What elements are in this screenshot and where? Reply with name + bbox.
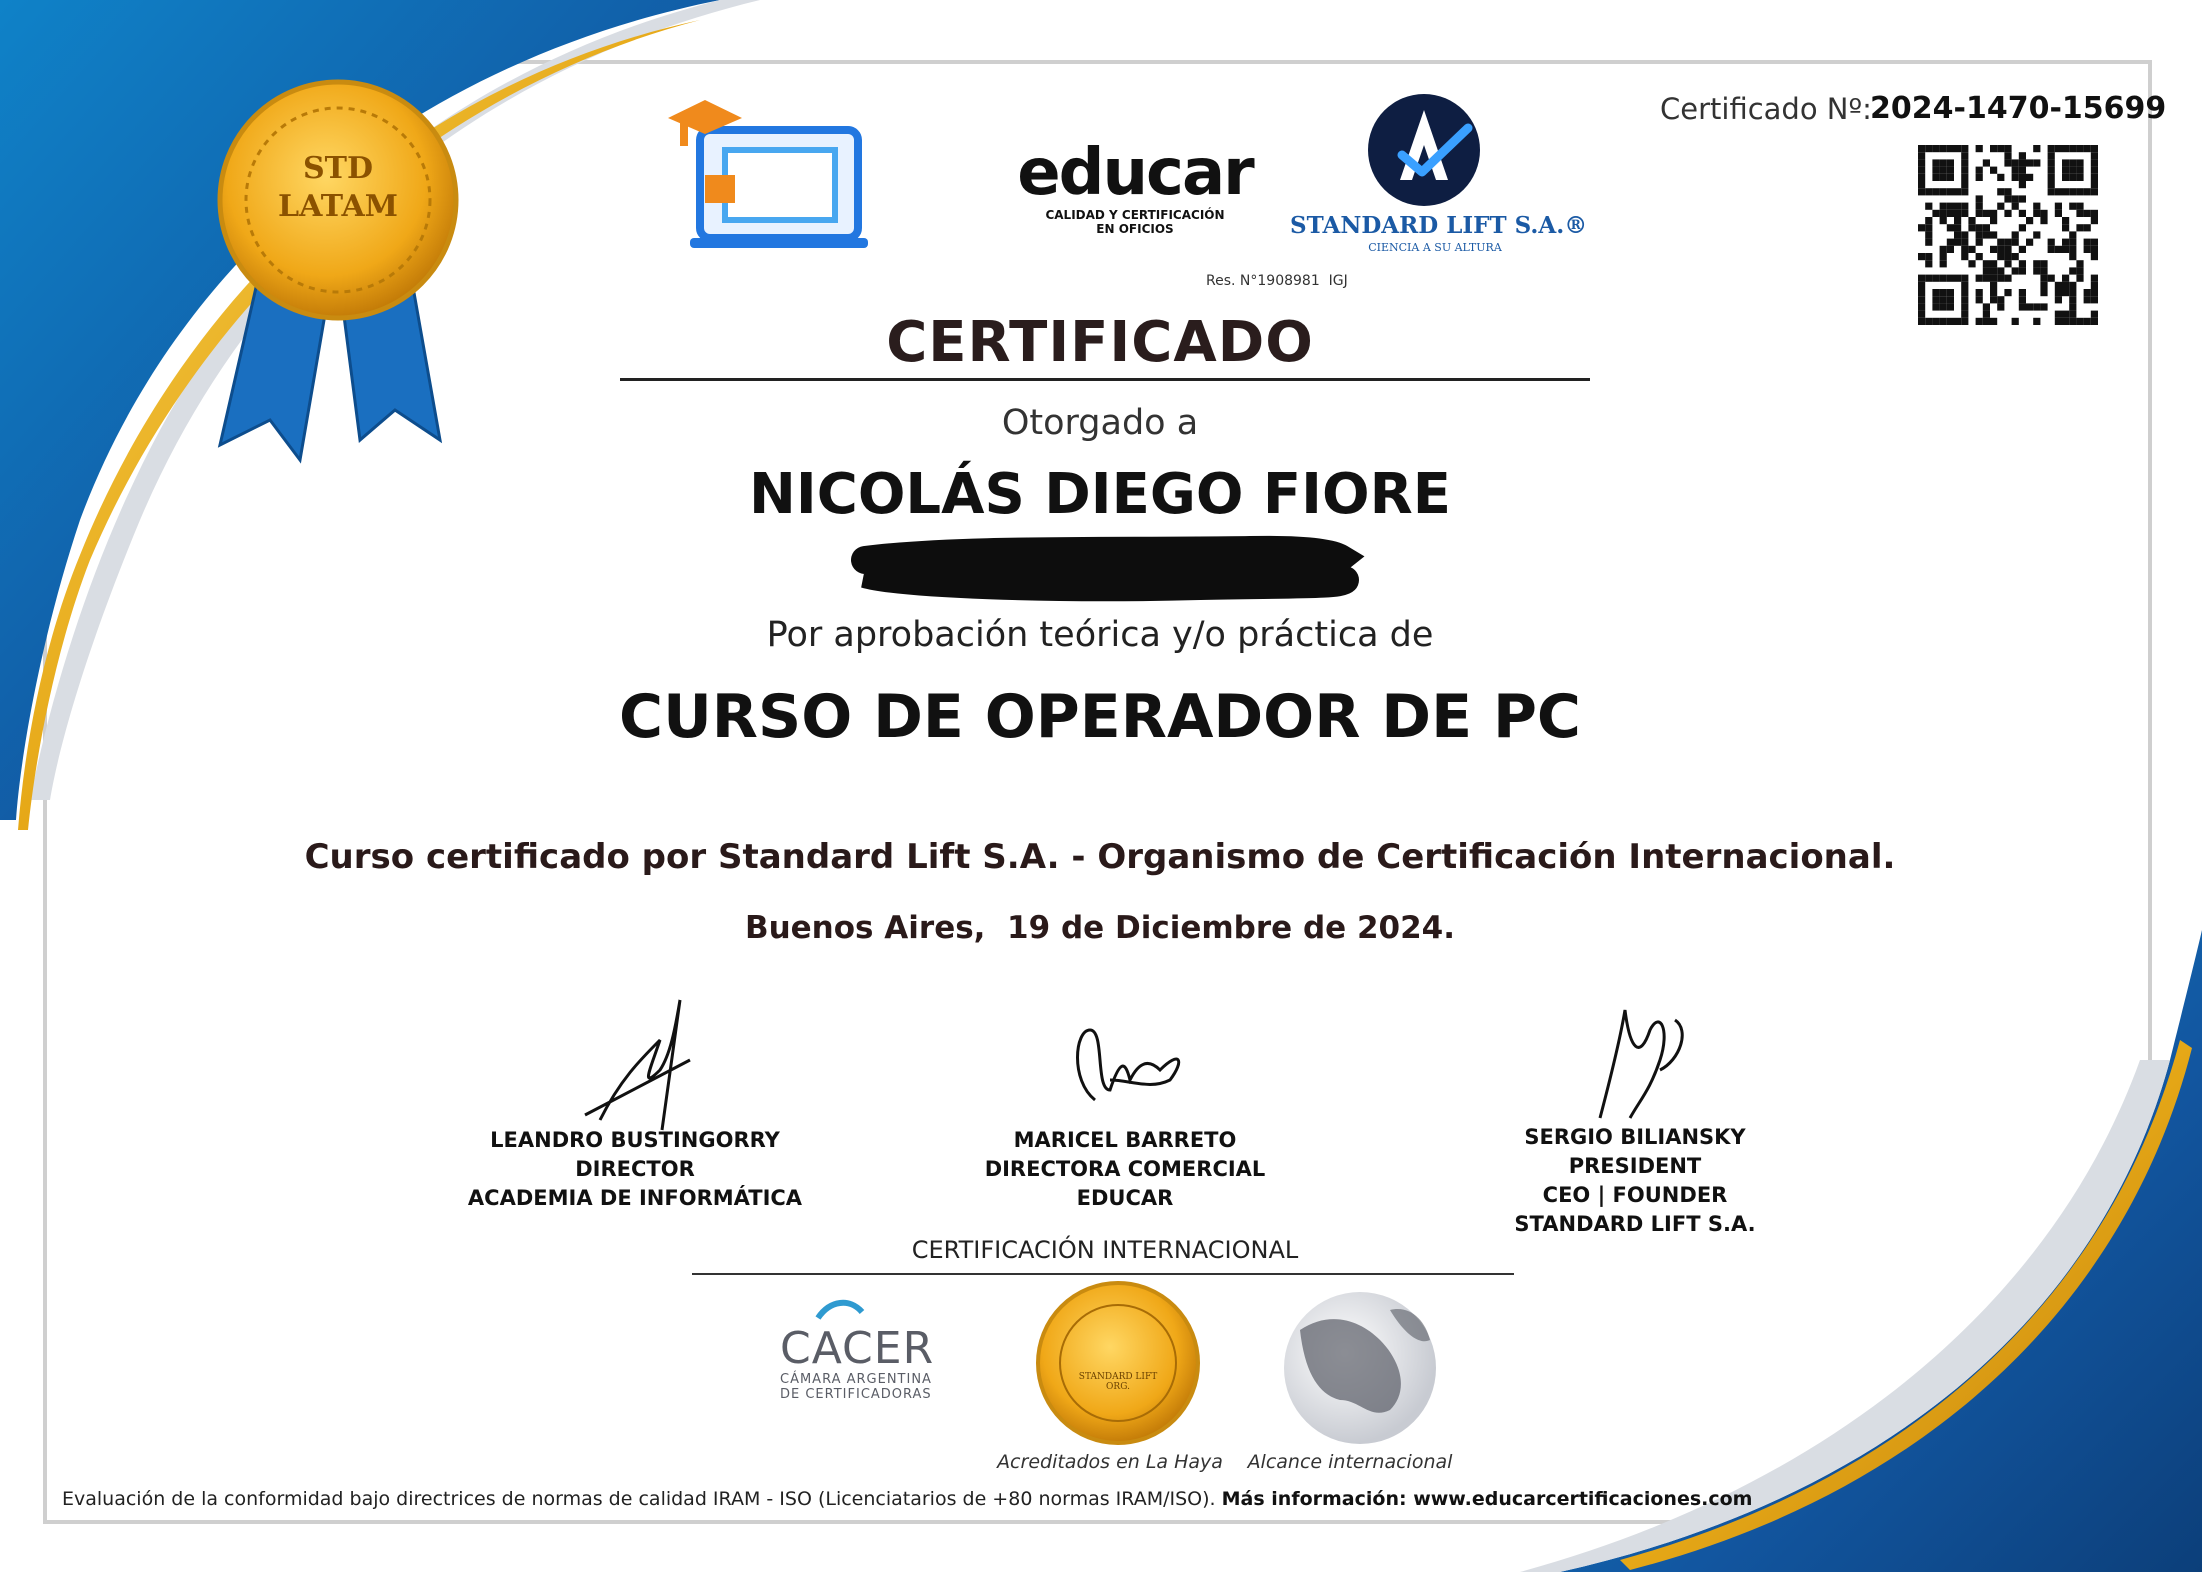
hague-seal-text: STANDARD LIFT ORG. [1078, 1372, 1158, 1392]
cacer-line-2: DE CERTIFICADORAS [780, 1387, 932, 1402]
seal-line-1: STD [302, 151, 373, 186]
approval-text: Por aprobación teórica y/o práctica de [766, 615, 1434, 655]
signatory-role: DIRECTOR [575, 1157, 695, 1181]
cacer-line-1: CÁMARA ARGENTINA [780, 1372, 932, 1387]
title-underline [620, 378, 1590, 381]
footer-text: Evaluación de la conformidad bajo directrices de normas de calidad IRAM - ISO (Licenciatarios de +80 normas IRAM/ISO). [62, 1488, 1222, 1510]
educar-tagline-2: EN OFICIOS [1096, 222, 1174, 236]
cacer-wordmark: CACER [780, 1323, 935, 1374]
international-certification-rule [692, 1273, 1514, 1275]
seal-line-2: LATAM [278, 189, 398, 224]
place-and-date: Buenos Aires, 19 de Diciembre de 2024. [744, 910, 1456, 946]
seal-text [258, 150, 418, 226]
standard-lift-emblem [1368, 94, 1480, 206]
signatory-org: EDUCAR [1076, 1186, 1174, 1210]
qr-code [1918, 145, 2098, 325]
signatory-3 [1435, 1123, 1835, 1239]
signature-1 [585, 1000, 690, 1130]
educar-wordmark: educar [1017, 136, 1253, 210]
redaction-scribble [865, 550, 1345, 587]
signatory-name: SERGIO BILIANSKY [1524, 1125, 1746, 1149]
signatory-1 [435, 1126, 835, 1213]
signatory-2 [925, 1126, 1325, 1213]
standard-lift-tagline: CIENCIA A SU ALTURA [1368, 241, 1502, 254]
global-caption: Alcance internacional [1247, 1451, 1453, 1473]
signatory-name: LEANDRO BUSTINGORRY [490, 1128, 780, 1152]
signature-2 [1078, 1030, 1179, 1100]
signatory-org: STANDARD LIFT S.A. [1514, 1212, 1756, 1236]
international-certification-label: CERTIFICACIÓN INTERNACIONAL [911, 1236, 1299, 1264]
hague-seal [1038, 1283, 1198, 1443]
certificate-number-value: 2024-1470-15699 [1870, 91, 2167, 126]
registration-number: Res. N°1908981 IGJ [1206, 273, 1348, 289]
footer-more-info: Más información: www.educarcertificaciones.com [1221, 1488, 1753, 1510]
course-name: CURSO DE OPERADOR DE PC [619, 682, 1581, 752]
certificate-title: CERTIFICADO [886, 310, 1314, 375]
signatory-org: ACADEMIA DE INFORMÁTICA [467, 1186, 803, 1210]
signatory-name: MARICEL BARRETO [1013, 1128, 1237, 1152]
hague-caption: Acreditados en La Haya [997, 1451, 1223, 1473]
signature-3 [1600, 1010, 1682, 1118]
educar-logo [990, 136, 1280, 236]
signatory-role: DIRECTORA COMERCIAL [984, 1157, 1266, 1181]
certified-by-statement: Curso certificado por Standard Lift S.A. - Organismo de Certificación Internacional. [304, 837, 1896, 877]
cacer-logo-graphic [818, 1303, 862, 1318]
standard-lift-name: STANDARD LIFT S.A.® [1290, 212, 1588, 239]
cacer-logo [780, 1323, 980, 1402]
globe-graphic [1284, 1292, 1436, 1444]
educar-tagline-1: CALIDAD Y CERTIFICACIÓN [1045, 208, 1225, 222]
bottom-right-blue-swoosh [1560, 930, 2202, 1572]
computer-logo-graphic [668, 100, 868, 248]
awarded-to-label: Otorgado a [1001, 403, 1199, 443]
certificate-number-label: Certificado Nº: [1660, 92, 1872, 126]
signatory-role: PRESIDENT [1568, 1154, 1702, 1178]
signatory-role-2: CEO | FOUNDER [1542, 1183, 1728, 1207]
standard-lift-wordmark [1290, 212, 1588, 254]
footer [62, 1488, 1752, 1510]
recipient-name: NICOLÁS DIEGO FIORE [749, 462, 1451, 527]
